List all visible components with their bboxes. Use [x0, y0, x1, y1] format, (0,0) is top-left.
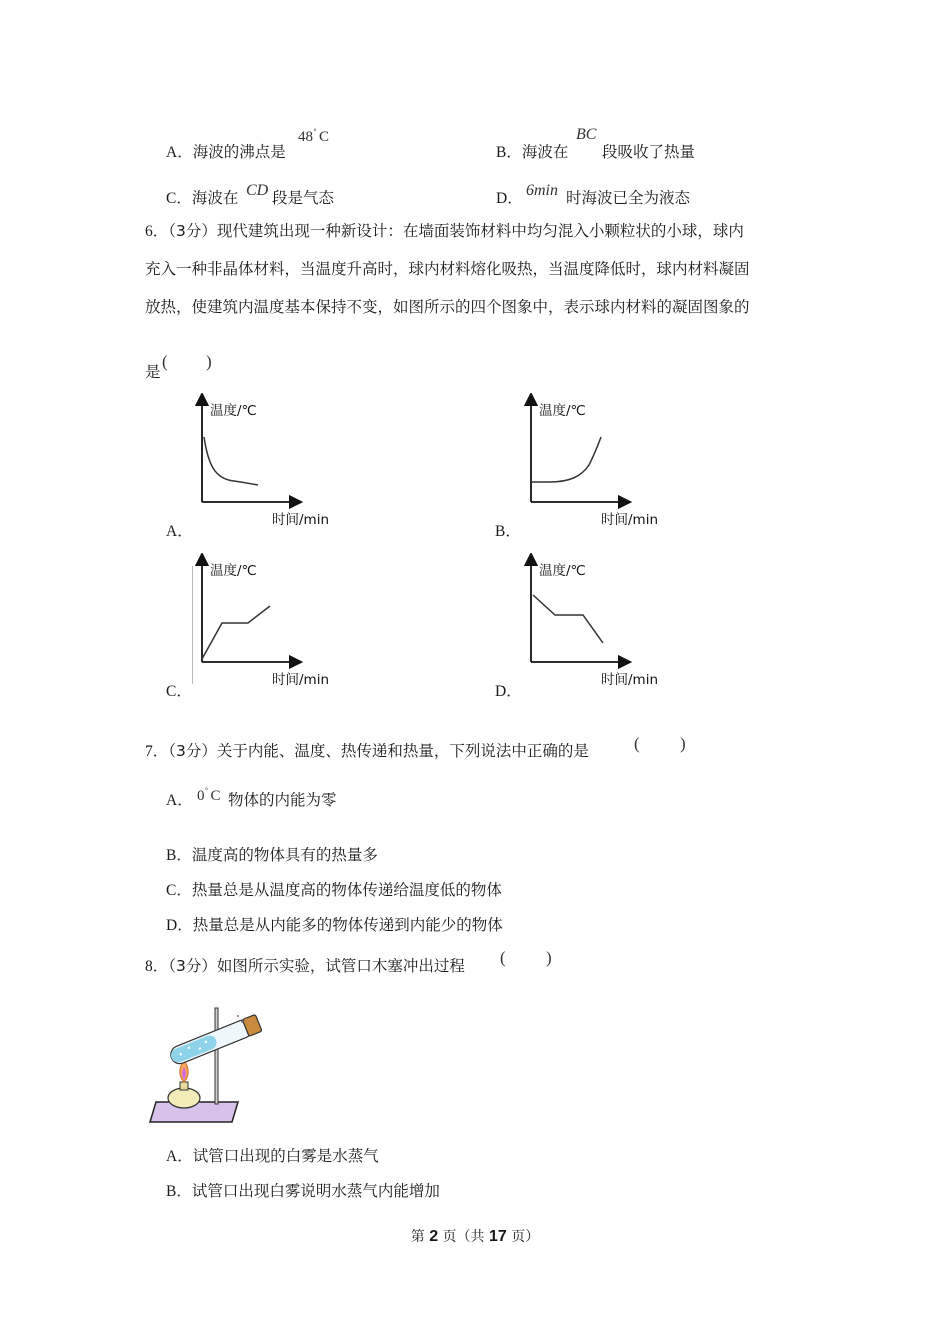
q8-option-a [166, 1146, 379, 1167]
option-text-before: 海波在 [521, 143, 569, 161]
footer-pre: 第 [410, 1229, 425, 1245]
option-letter: A． [166, 792, 193, 809]
q5-option-a [166, 142, 286, 163]
q6-graph-c [190, 553, 350, 693]
question-text: 如图所示实验，试管口木塞冲出过程 [216, 957, 465, 975]
q8-answer-paren-open: ( [500, 948, 506, 967]
graph-ylabel: 温度/℃ [210, 563, 257, 579]
q5-option-c-math: CD [246, 182, 269, 199]
q6-graph-label-c: C． [166, 683, 192, 700]
degree-sign: ° [313, 127, 317, 137]
alcohol-lamp [168, 1088, 200, 1108]
option-letter: B． [166, 847, 192, 864]
experiment-illustration [146, 1002, 271, 1130]
temperature-curve [533, 595, 603, 643]
graph-xlabel: 时间/min [272, 672, 330, 688]
q7-option-d [166, 915, 503, 936]
option-letter: D． [496, 190, 523, 207]
q5-option-d-math: 6min [526, 182, 558, 199]
temperature-curve [531, 437, 601, 482]
stand-rod [215, 1008, 218, 1104]
q5-option-c [166, 188, 238, 209]
scan-line [192, 566, 193, 684]
question-text: 关于内能、温度、热传递和热量，下列说法中正确的是 [216, 742, 589, 760]
q7-answer-paren-open: ( [634, 734, 640, 753]
q5-option-c-after: 段是气态 [272, 189, 335, 207]
option-text: 海波的沸点是 [192, 143, 286, 161]
q6-line-3: 放热，使建筑内温度基本保持不变，如图所示的四个图象中，表示球内材料的凝固图象的 [145, 298, 750, 316]
q6-answer-paren-open: ( [162, 352, 168, 371]
option-text: 试管口出现白雾说明水蒸气内能增加 [191, 1182, 440, 1200]
question-score: （3分） [168, 957, 217, 975]
graph-xlabel: 时间/min [601, 512, 659, 528]
q7-option-a-math [197, 785, 221, 805]
q7-option-c [166, 880, 502, 901]
option-text: 温度高的物体具有的热量多 [191, 846, 378, 864]
option-letter: C． [166, 190, 192, 207]
graph-xlabel: 时间/min [272, 512, 330, 528]
option-text: 热量总是从温度高的物体传递给温度低的物体 [191, 881, 502, 899]
q8-answer-paren-close: ) [546, 948, 552, 967]
page-footer [0, 1226, 950, 1246]
option-text-before: 海波在 [191, 189, 239, 207]
q5-option-b-after: 段吸收了热量 [602, 143, 696, 161]
q8-stem [145, 956, 465, 977]
temperature-curve [202, 606, 270, 659]
option-letter: A． [166, 144, 193, 161]
q6-answer-paren-close: ) [206, 352, 212, 371]
option-letter: A． [166, 1148, 193, 1165]
option-letter: C． [166, 882, 192, 899]
math-unit: C [210, 788, 221, 804]
footer-mid: 页（共 [442, 1229, 485, 1245]
q5-option-a-math [298, 126, 329, 146]
question-text: 现代建筑出现一种新设计：在墙面装饰材料中均匀混入小颗粒状的小球，球内 [216, 222, 744, 240]
degree-sign: ° [204, 786, 209, 796]
graph-ylabel: 温度/℃ [539, 563, 586, 579]
steam-dot [245, 1017, 247, 1019]
q7-option-a-text: 物体的内能为零 [228, 791, 337, 809]
q7-stem [145, 741, 589, 762]
q6-graph-d [519, 553, 679, 693]
q7-answer-paren-close: ) [680, 734, 686, 753]
q6-graph-label-a: A． [166, 523, 193, 540]
q6-line-1 [145, 221, 744, 242]
q6-graph-label-d: D． [495, 683, 522, 700]
q6-graph-b [519, 393, 679, 533]
option-letter: D． [166, 917, 193, 934]
footer-page-number: 2 [429, 1228, 439, 1245]
footer-post: 页） [511, 1229, 540, 1245]
q6-line-2: 充入一种非晶体材料，当温度升高时，球内材料熔化吸热，当温度降低时，球内材料凝固 [145, 260, 750, 278]
question-number: 6． [145, 223, 169, 240]
q6-graph-label-b: B． [495, 523, 521, 540]
footer-total-pages: 17 [489, 1228, 507, 1245]
lamp-neck [180, 1082, 188, 1090]
graph-ylabel: 温度/℃ [210, 403, 257, 419]
q8-option-b [166, 1181, 440, 1202]
math-unit: C [319, 129, 330, 145]
steam-dot [241, 1021, 243, 1023]
steam-dot [237, 1015, 239, 1017]
q5-option-d-after: 时海波已全为液态 [566, 189, 691, 207]
q7-option-a [166, 790, 193, 811]
q7-option-b [166, 845, 378, 866]
q5-option-d [496, 188, 523, 209]
option-text: 试管口出现的白雾是水蒸气 [192, 1147, 379, 1165]
math-value: 48 [298, 129, 313, 145]
option-letter: B． [166, 1183, 192, 1200]
q6-graph-a [190, 393, 350, 533]
q5-option-b [496, 142, 568, 163]
graph-xlabel: 时间/min [601, 672, 659, 688]
question-number: 8． [145, 958, 169, 975]
q6-line-4: 是 [145, 363, 161, 381]
temperature-curve [204, 437, 258, 485]
graph-ylabel: 温度/℃ [539, 403, 586, 419]
question-score: （3分） [168, 222, 217, 240]
option-letter: B． [496, 144, 522, 161]
option-text: 热量总是从内能多的物体传递到内能少的物体 [192, 916, 503, 934]
q5-option-b-math: BC [576, 126, 597, 143]
question-number: 7． [145, 743, 169, 760]
math-value: 0 [197, 788, 205, 804]
question-score: （3分） [168, 742, 217, 760]
